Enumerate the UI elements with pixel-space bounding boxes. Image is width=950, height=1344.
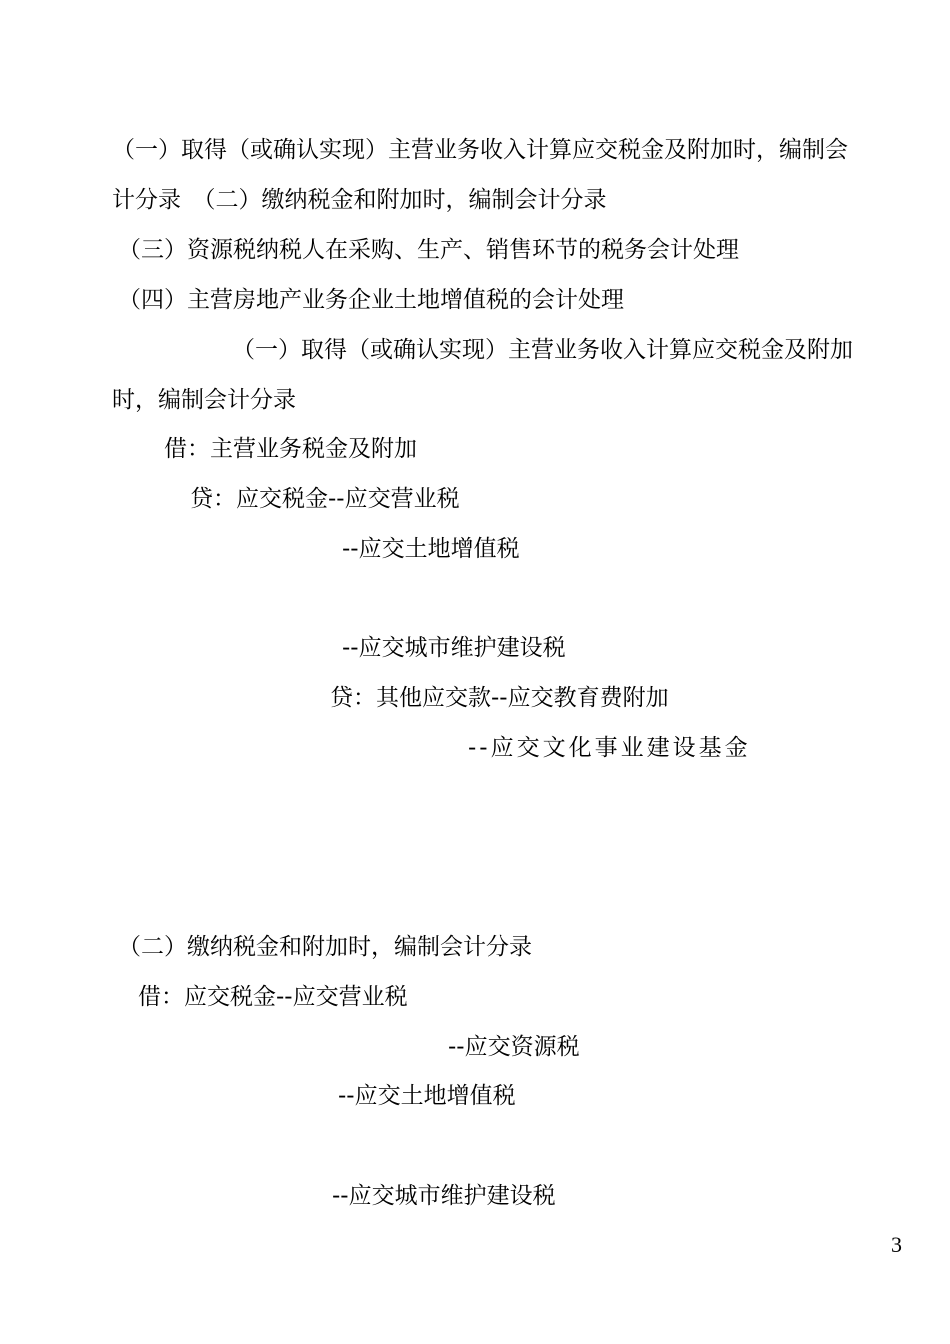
toc-item-1: （一）取得（或确认实现）主营业务收入计算应交税金及附加时，编制会 bbox=[112, 137, 848, 163]
section-2-debit-subaccount: --应交城市维护建设税 bbox=[332, 1183, 556, 1209]
page-number: 3 bbox=[891, 1232, 902, 1257]
section-1-credit-subaccount: --应交城市维护建设税 bbox=[342, 635, 566, 661]
section-1-heading: （一）取得（或确认实现）主营业务收入计算应交税金及附加 bbox=[232, 337, 853, 363]
section-1-credit-entry: 贷：应交税金--应交营业税 bbox=[190, 486, 460, 512]
section-1-credit-entry-2: 贷：其他应交款--应交教育费附加 bbox=[330, 685, 669, 711]
section-1-credit-subaccount: --应交文化事业建设基金 bbox=[468, 735, 751, 761]
section-2-debit-entry: 借：应交税金--应交营业税 bbox=[138, 984, 408, 1010]
section-1-debit-entry: 借：主营业务税金及附加 bbox=[164, 436, 417, 462]
section-1-credit-subaccount: --应交土地增值税 bbox=[342, 536, 520, 562]
toc-item-4: （四）主营房地产业务企业土地增值税的会计处理 bbox=[118, 287, 624, 313]
section-2-debit-subaccount: --应交资源税 bbox=[448, 1034, 580, 1060]
toc-item-3: （三）资源税纳税人在采购、生产、销售环节的税务会计处理 bbox=[118, 237, 739, 263]
section-2-heading: （二）缴纳税金和附加时，编制会计分录 bbox=[118, 934, 532, 960]
section-2-debit-subaccount: --应交土地增值税 bbox=[338, 1083, 516, 1109]
toc-item-1-continued-and-2: 计分录 （二）缴纳税金和附加时，编制会计分录 bbox=[112, 187, 607, 213]
section-1-heading-continued: 时，编制会计分录 bbox=[112, 387, 296, 413]
